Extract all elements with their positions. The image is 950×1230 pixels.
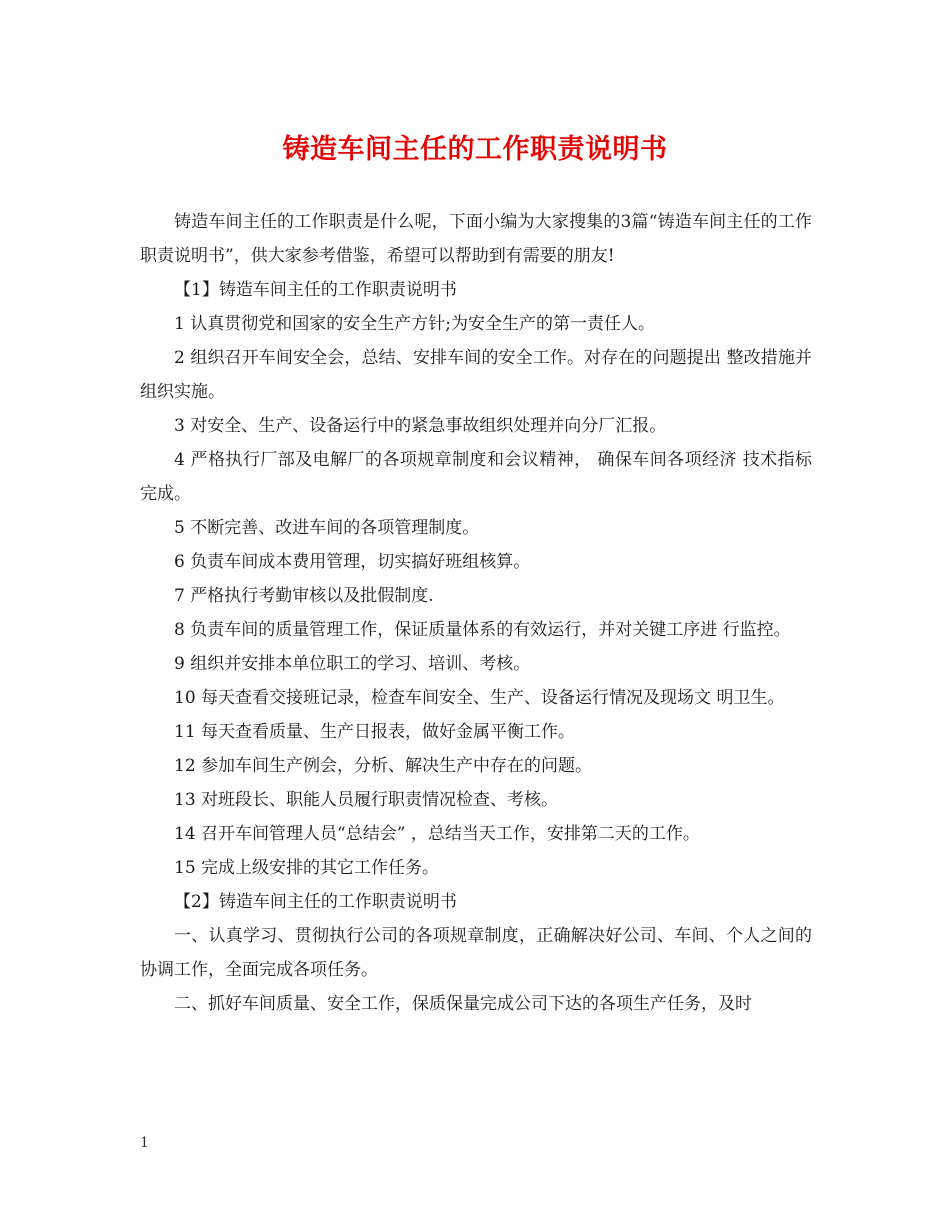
duty-item-5: 5 不断完善、改进车间的各项管理制度。: [174, 518, 480, 538]
document-title: 铸造车间主任的工作职责说明书: [282, 134, 668, 165]
intro-paragraph: 铸造车间主任的工作职责是什么呢，下面小编为大家搜集的3篇“铸造车间主任的工作职责说明书”，供大家参考借鉴，希望可以帮助到有需要的朋友!: [140, 212, 812, 266]
duty-item-1: 1 认真贯彻党和国家的安全生产方针;为安全生产的第一责任人。: [174, 314, 655, 334]
duty-item-6: 6 负责车间成本费用管理，切实搞好班组核算。: [174, 552, 531, 572]
document-body: [140, 205, 812, 1021]
section-heading-2: 【2】铸造车间主任的工作职责说明书: [174, 892, 457, 912]
duty-item-14: 14 召开车间管理人员“总结会” ，总结当天工作，安排第二天的工作。: [174, 824, 700, 844]
page-number: 1: [140, 1135, 149, 1151]
duty-item-11: 11 每天查看质量、生产日报表，做好金属平衡工作。: [174, 722, 576, 742]
duty-item-b: 二、抓好车间质量、安全工作，保质保量完成公司下达的各项生产任务，及时: [174, 994, 752, 1014]
duty-item-13: 13 对班段长、职能人员履行职责情况检查、考核。: [174, 790, 559, 810]
duty-item-7: 7 严格执行考勤审核以及批假制度.: [174, 586, 434, 606]
duty-item-8: 8 负责车间的质量管理工作，保证质量体系的有效运行，并对关键工序进 行监控。: [174, 620, 791, 640]
duty-item-4: 4 严格执行厂部及电解厂的各项规章制度和会议精神， 确保车间各项经济 技术指标完成。: [140, 450, 812, 504]
section-heading-1: 【1】铸造车间主任的工作职责说明书: [174, 280, 457, 300]
duty-item-a: 一、认真学习、贯彻执行公司的各项规章制度，正确解决好公司、车间、个人之间的协调工作，全面完成各项任务。: [140, 926, 812, 980]
duty-item-10: 10 每天查看交接班记录，检查车间安全、生产、设备运行情况及现场文 明卫生。: [174, 688, 785, 708]
duty-item-12: 12 参加车间生产例会，分析、解决生产中存在的问题。: [174, 756, 593, 776]
duty-item-3: 3 对安全、生产、设备运行中的紧急事故组织处理并向分厂汇报。: [174, 416, 667, 436]
duty-item-15: 15 完成上级安排的其它工作任务。: [174, 858, 440, 878]
duty-item-2: 2 组织召开车间安全会，总结、安排车间的安全工作。对存在的问题提出 整改措施并组织实施。: [140, 348, 812, 402]
duty-item-9: 9 组织并安排本单位职工的学习、培训、考核。: [174, 654, 531, 674]
